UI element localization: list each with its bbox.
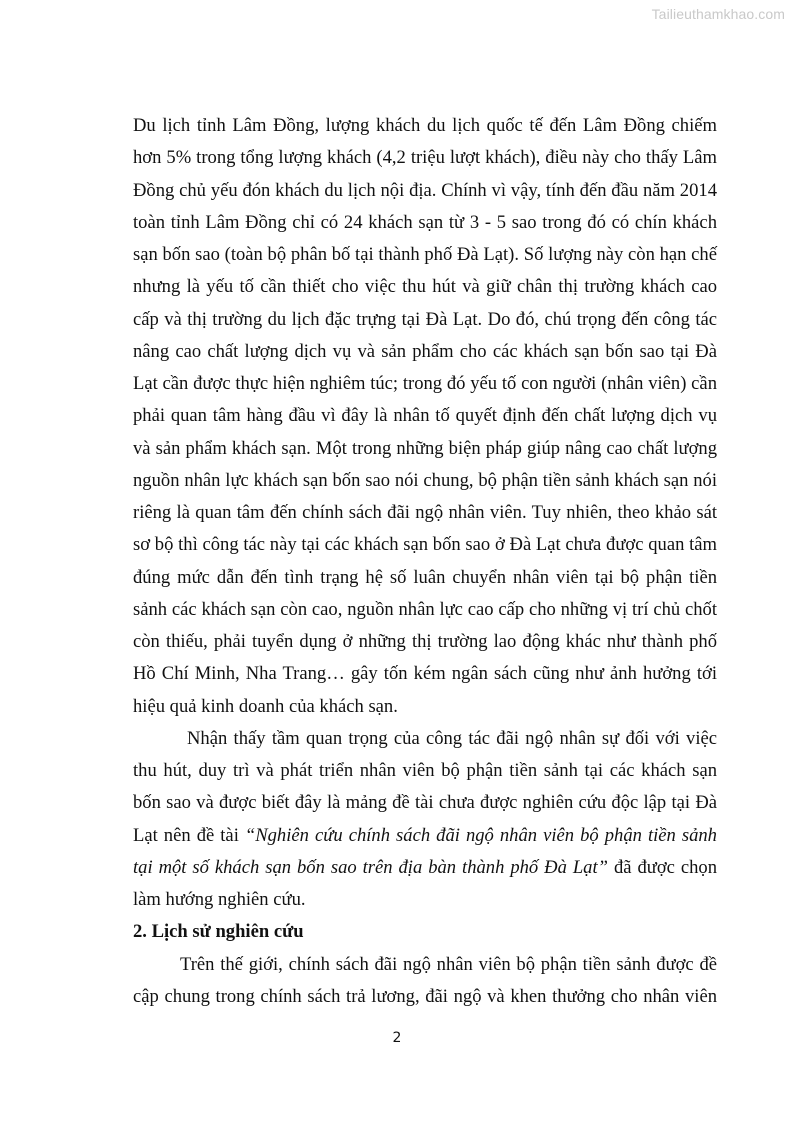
- text-line: sạn bốn sao (toàn bộ phân bố tại thành phố Đà Lạt). Số lượng này còn hạn chế: [133, 244, 717, 265]
- text-line: thu hút, duy trì và phát triển nhân viên bộ phận tiền sảnh tại các khách sạn: [133, 760, 717, 781]
- text-line: làm hướng nghiên cứu.: [133, 889, 306, 910]
- text-line: phải quan tâm hàng đầu vì đây là nhân tố quyết định đến chất lượng dịch vụ: [133, 405, 717, 427]
- text-line: đúng mức dẫn đến tình trạng hệ số luân chuyển nhân viên tại bộ phận tiền: [133, 566, 717, 588]
- text-line: hiệu quả kinh doanh của khách sạn.: [133, 695, 398, 717]
- text-line: Lạt cần được thực hiện nghiêm túc; trong đó yếu tố con người (nhân viên) cần: [133, 373, 717, 394]
- page-number: 2: [392, 1030, 402, 1046]
- text-line: Du lịch tỉnh Lâm Đồng, lượng khách du lịch quốc tế đến Lâm Đồng chiếm: [133, 115, 717, 136]
- text-segment: Lạt nên đề tài: [133, 824, 245, 846]
- text-line: hơn 5% trong tổng lượng khách (4,2 triệu lượt khách), điều này cho thấy Lâm: [133, 147, 717, 169]
- section-heading: 2. Lịch sử nghiên cứu: [133, 921, 304, 943]
- text-line: riêng là quan tâm đến chính sách đãi ngộ nhân viên. Tuy nhiên, theo khảo sát: [133, 502, 717, 523]
- text-line: sảnh các khách sạn còn cao, nguồn nhân lực cao cấp cho những vị trí chủ chốt: [133, 598, 717, 620]
- text-line: nâng cao chất lượng dịch vụ và sản phẩm cho các khách sạn bốn sao tại Đà: [133, 340, 717, 362]
- watermark: Tailieuthamkhao.com: [651, 6, 785, 22]
- thesis-title-italic: “Nghiên cứu chính sách đãi ngộ nhân viên bộ phận tiền sảnh: [244, 824, 717, 846]
- text-line: còn thiếu, phải tuyển dụng ở những thị trường lao động khác như thành phố: [133, 631, 717, 652]
- text-line: cập chung trong chính sách trả lương, đãi ngộ và khen thưởng cho nhân viên: [133, 985, 717, 1007]
- thesis-title-italic: tại một số khách sạn bốn sao trên địa bàn thành phố Đà Lạt”: [133, 856, 608, 878]
- text-line: Nhận thấy tầm quan trọng của công tác đãi ngộ nhân sự đối với việc: [187, 727, 717, 749]
- paragraph-2: [133, 723, 717, 917]
- text-line: Trên thế giới, chính sách đãi ngộ nhân viên bộ phận tiền sảnh được đề: [180, 953, 717, 975]
- text-line: bốn sao và được biết đây là mảng đề tài chưa được nghiên cứu độc lập tại Đà: [133, 792, 717, 814]
- text-line: và sản phẩm khách sạn. Một trong những biện pháp giúp nâng cao chất lượng: [133, 437, 717, 459]
- text-line: toàn tỉnh Lâm Đồng chỉ có 24 khách sạn từ 3 - 5 sao trong đó có chín khách: [133, 211, 717, 233]
- text-segment: đã được chọn: [608, 856, 717, 878]
- text-line: nguồn nhân lực khách sạn bốn sao nói chung, bộ phận tiền sảnh khách sạn nói: [133, 469, 717, 491]
- text-line: Đồng chủ yếu đón khách du lịch nội địa. Chính vì vậy, tính đến đầu năm 2014: [133, 179, 717, 201]
- text-line: sơ bộ thì công tác này tại các khách sạn bốn sao ở Đà Lạt chưa được quan tâm: [133, 534, 717, 556]
- text-line: [133, 852, 717, 884]
- paragraph-3: [133, 949, 717, 1014]
- text-line: Hồ Chí Minh, Nha Trang… gây tốn kém ngân sách cũng như ảnh hưởng tới: [133, 663, 717, 685]
- text-line: [133, 820, 717, 852]
- text-line: nhưng là yếu tố cần thiết cho việc thu hút và giữ chân thị trường khách cao: [133, 276, 717, 298]
- document-body: [133, 110, 717, 1013]
- text-line: cấp và thị trường du lịch đặc trựng tại Đà Lạt. Do đó, chú trọng đến công tác: [133, 308, 717, 330]
- paragraph-1: [133, 110, 717, 723]
